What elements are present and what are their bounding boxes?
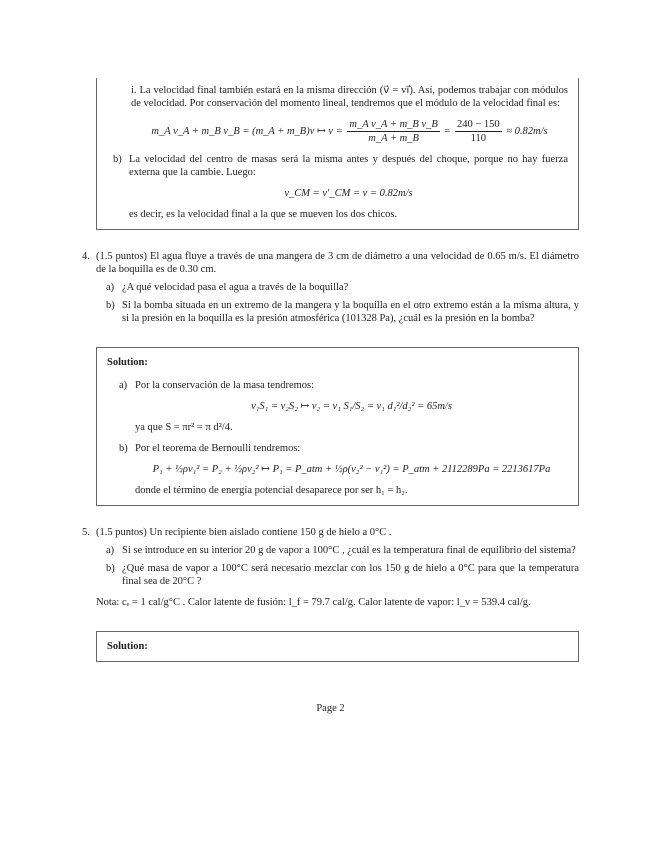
text-line: La velocidad del centro de masas será la misma antes y después del choque, porque no hay — [129, 154, 538, 165]
text-line: temperatura final sea de 20°C ? — [122, 563, 580, 587]
text-line: donde el término de energía potencial desaparece por ser h₁ = h₂. — [135, 485, 408, 496]
solution-box-3 — [96, 78, 579, 230]
question-part — [122, 562, 579, 588]
eq-num: 240 − 150 — [456, 119, 500, 130]
question-number: 4. — [82, 251, 90, 262]
question-part: ¿A qué velocidad pasa el agua a través de la boquilla? — [122, 282, 349, 293]
solution-box-4 — [96, 347, 579, 506]
text-line: es decir, es la velocidad final a la que se mueven los dos chicos. — [129, 209, 398, 220]
item-label: b) — [119, 443, 128, 454]
text-line: fuerza externa que la cambie. Luego: — [129, 154, 569, 178]
text-line: Si se introduce en su interior 20 g de vapor a 100°C , ¿cuál es la temperatura final de equilibrio del — [122, 545, 538, 556]
equation-continuity: v₁S₁ = v₂S₂ ↦ v₂ = v₁ S₁/S₂ = v₁ d₁²/d₂² = 65m/s — [251, 401, 452, 412]
equation-momentum — [131, 118, 568, 145]
text-line: El diámetro de la boquilla es de 0.30 cm. — [96, 251, 579, 275]
paragraph — [131, 84, 568, 110]
text-line: (1.5 puntos) El agua fluye a través de una mangera de 3 cm de diámetro a una velocidad de 0.65 m/s. — [96, 251, 527, 262]
item-label: a) — [106, 545, 115, 556]
text-line: Por el teorema de Bernoulli tendremos: — [135, 443, 301, 454]
text-line: i. La velocidad final también estará en la misma dirección (v⃗ = vi⃗). Así, podemos trabajar — [131, 85, 511, 96]
question-text: (1.5 puntos) Un recipiente bien aislado contiene 150 g de hielo a 0°C . — [96, 527, 392, 538]
eq-den: 110 — [470, 133, 486, 144]
question-number: 5. — [82, 527, 90, 538]
eq-sign: = — [444, 125, 451, 137]
text-line: la velocidad final es: — [472, 98, 560, 109]
solution-part-b — [107, 153, 568, 221]
text-line: sistema? — [539, 545, 576, 556]
question-part-b — [106, 562, 579, 588]
item-label: a) — [106, 282, 115, 293]
solution-title: Solution: — [107, 357, 148, 368]
equation-bernoulli: P₁ + ½ρv₁² = P₂ + ½ρv₂² ↦ P₁ = P_atm + ½ρ(v₂² − v₁²) = P_atm + 2112289Pa = 2213617Pa — [152, 464, 551, 475]
text-line: bomba? — [501, 313, 535, 324]
item-label: b) — [113, 154, 122, 165]
eq-den: m_A + m_B — [368, 133, 419, 144]
text-line: Nota: cₑ = 1 cal/g°C . Calor latente de fusión: l_f = 79.7 cal/g. Calor latente de vapor: l_v = 539.4 — [96, 597, 505, 608]
question-part — [122, 544, 579, 557]
equation-cm: v_CM = v′_CM = v = 0.82m/s — [284, 188, 413, 199]
item-label: b) — [106, 563, 115, 574]
eq-left: m_A v_A + m_B v_B = (m_A + m_B)v ↦ v = — [151, 125, 343, 137]
text-line: con módulos de velocidad. Por conservación del momento lineal, tendremos que el módulo de — [131, 85, 568, 109]
question-part-b — [106, 299, 579, 325]
note-text — [96, 596, 579, 609]
page-number: Page 2 — [316, 703, 345, 714]
eq-num: m_A v_A + m_B v_B — [349, 119, 438, 130]
question-text — [96, 250, 579, 276]
paragraph — [129, 153, 568, 179]
question-part — [122, 299, 579, 325]
text-line: ¿Qué masa de vapor a 100°C será necesario mezclar con los 150 g de hielo a 0°C para que la — [122, 563, 526, 574]
solution-part-a — [107, 379, 568, 434]
solution-box-5 — [96, 631, 579, 662]
solution-title: Solution: — [107, 641, 148, 652]
text-line: ya que S = πr² = π d²/4. — [135, 422, 233, 433]
question-part-a — [106, 281, 579, 294]
item-label: a) — [119, 380, 128, 391]
text-line: Si la bomba situada en un extremo de la mangera y la boquilla en el otro extremo están a la misma — [122, 300, 542, 311]
text-line: Por la conservación de la masa tendremos: — [135, 380, 315, 391]
eq-result: ≈ 0.82m/s — [506, 125, 548, 137]
document-page — [82, 78, 579, 715]
text-line: altura, y si la presión en la boquilla es la presión atmosférica (101328 Pa), ¿cuál es la presión en la — [122, 300, 580, 324]
solution-part-b — [107, 442, 568, 497]
text-line: cal/g. — [507, 597, 531, 608]
item-label: b) — [106, 300, 115, 311]
question-4 — [82, 250, 579, 325]
question-5 — [82, 526, 579, 588]
question-part-a — [106, 544, 579, 557]
